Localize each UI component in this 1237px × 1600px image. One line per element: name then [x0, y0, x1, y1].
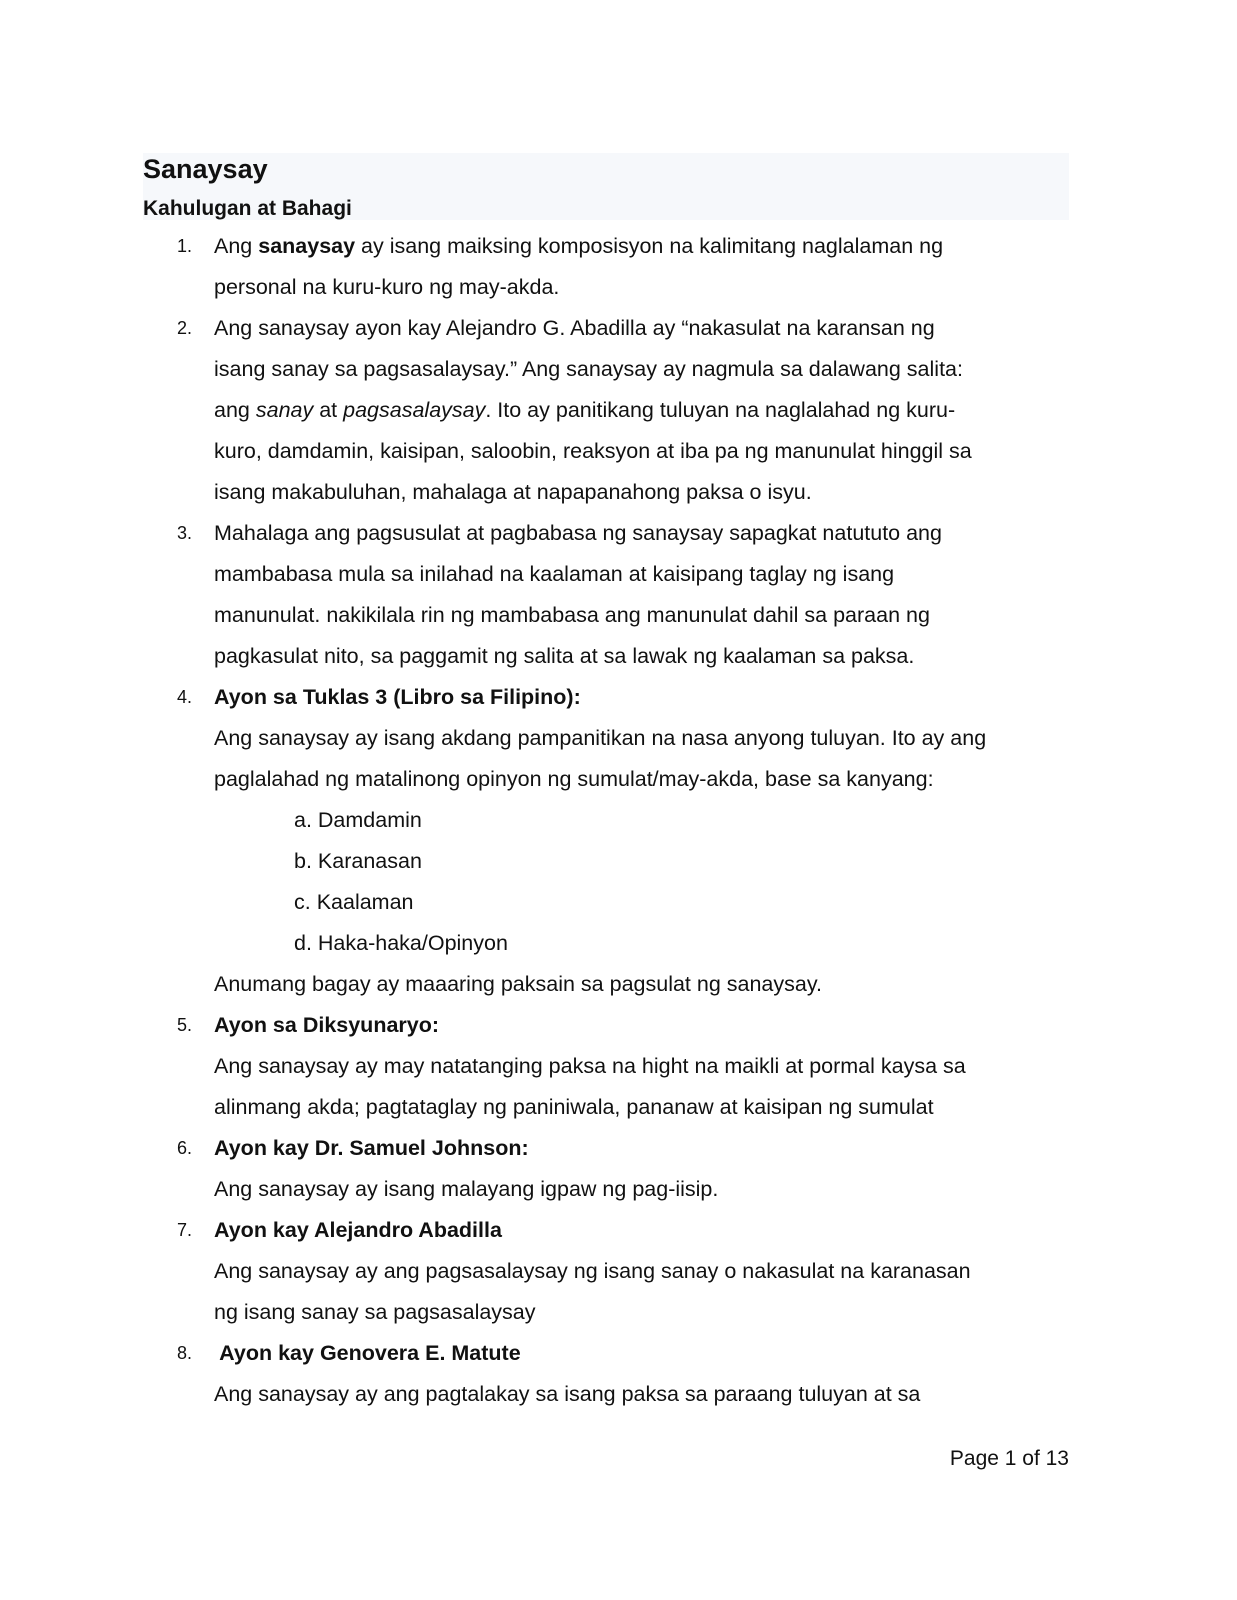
sub-item: c. Kaalaman: [294, 890, 414, 914]
list-item-8: [143, 1333, 1073, 1415]
item-heading: Ayon kay Alejandro Abadilla: [214, 1218, 502, 1242]
page-number: Page 1 of 13: [949, 1447, 1069, 1470]
item-line: isang sanay sa pagsasalaysay.” Ang sanaysay ay nagmula sa dalawang salita:: [214, 357, 963, 381]
italic-term: sanay: [255, 398, 314, 422]
list-number: 2.: [177, 318, 193, 338]
list-item-2: [143, 308, 1073, 513]
text-run: . Ito ay panitikang tuluyan na naglalahad ng kuru-: [485, 398, 956, 422]
item-line: Ang sanaysay ay ang pagsasalaysay ng isang sanay o nakasulat na karanasan: [214, 1259, 971, 1283]
list-number: 4.: [177, 687, 193, 707]
list-number: 7.: [177, 1220, 193, 1240]
sub-item: b. Karanasan: [294, 849, 422, 873]
item-heading: Ayon kay Dr. Samuel Johnson:: [214, 1136, 529, 1160]
list-item-4: [143, 677, 1073, 1005]
item-line: Ang sanaysay ay isang akdang pampanitikan na nasa anyong tuluyan. Ito ay ang: [214, 726, 987, 750]
item-line: pagkasulat nito, sa paggamit ng salita at sa lawak ng kaalaman sa paksa.: [214, 644, 915, 668]
text-run: ay isang maiksing komposisyon na kalimitang naglalaman ng: [355, 234, 944, 258]
item-line: Ang sanaysay ay ang pagtalakay sa isang paksa sa paraang tuluyan at sa: [214, 1382, 921, 1406]
italic-term: pagsasalaysay: [343, 398, 486, 422]
item-line: Ang sanaysay ay isang malayang igpaw ng pag-iisip.: [214, 1177, 719, 1201]
item-line: kuro, damdamin, kaisipan, saloobin, reaksyon at iba pa ng manunulat hinggil sa: [214, 439, 972, 463]
list-item-7: [143, 1210, 1073, 1333]
item-line: Ang sanaysay ayon kay Alejandro G. Abadilla ay “nakasulat na karansan ng: [214, 316, 935, 340]
list-number: 8.: [177, 1343, 193, 1363]
item-line: [214, 390, 1073, 431]
item-line: paglalahad ng matalinong opinyon ng sumulat/may-akda, base sa kanyang:: [214, 767, 934, 791]
sub-item: a. Damdamin: [294, 808, 422, 832]
text-run: at: [313, 398, 344, 422]
list-number: 1.: [177, 236, 193, 256]
list-number: 6.: [177, 1138, 193, 1158]
list-item-1: [143, 226, 1073, 308]
text-run: ang: [214, 398, 256, 422]
item-line: isang makabuluhan, mahalaga at napapanahong paksa o isyu.: [214, 480, 812, 504]
item-heading: Ayon sa Tuklas 3 (Libro sa Filipino):: [214, 685, 581, 709]
list-number: 5.: [177, 1015, 193, 1035]
item-line: Mahalaga ang pagsusulat at pagbabasa ng sanaysay sapagkat natututo ang: [214, 521, 942, 545]
item-line: mambabasa mula sa inilahad na kaalaman at kaisipang taglay ng isang: [214, 562, 895, 586]
item-line: Ang sanaysay ay may natatanging paksa na hight na maikli at pormal kaysa sa: [214, 1054, 966, 1078]
item-line: alinmang akda; pagtataglay ng paniniwala, pananaw at kaisipan ng sumulat: [214, 1095, 934, 1119]
bold-term: sanaysay: [258, 234, 356, 258]
document-subtitle: Kahulugan at Bahagi: [143, 197, 352, 220]
item-heading: Ayon sa Diksyunaryo:: [214, 1013, 440, 1037]
list-item-3: [143, 513, 1073, 677]
list-item-6: [143, 1128, 1073, 1210]
list-item-5: [143, 1005, 1073, 1128]
item-line: manunulat. nakikilala rin ng mambabasa ang manunulat dahil sa paraan ng: [214, 603, 930, 627]
item-line: Anumang bagay ay maaaring paksain sa pagsulat ng sanaysay.: [214, 972, 822, 996]
numbered-list: [143, 226, 1073, 1415]
item-line: personal na kuru-kuro ng may-akda.: [214, 275, 560, 299]
item-line: [214, 226, 1073, 267]
sub-item: d. Haka-haka/Opinyon: [294, 931, 508, 955]
list-number: 3.: [177, 523, 193, 543]
item-heading: Ayon kay Genovera E. Matute: [214, 1341, 521, 1365]
item-line: ng isang sanay sa pagsasalaysay: [214, 1300, 536, 1324]
text-run: Ang: [214, 234, 259, 258]
document-title: Sanaysay: [143, 154, 268, 184]
